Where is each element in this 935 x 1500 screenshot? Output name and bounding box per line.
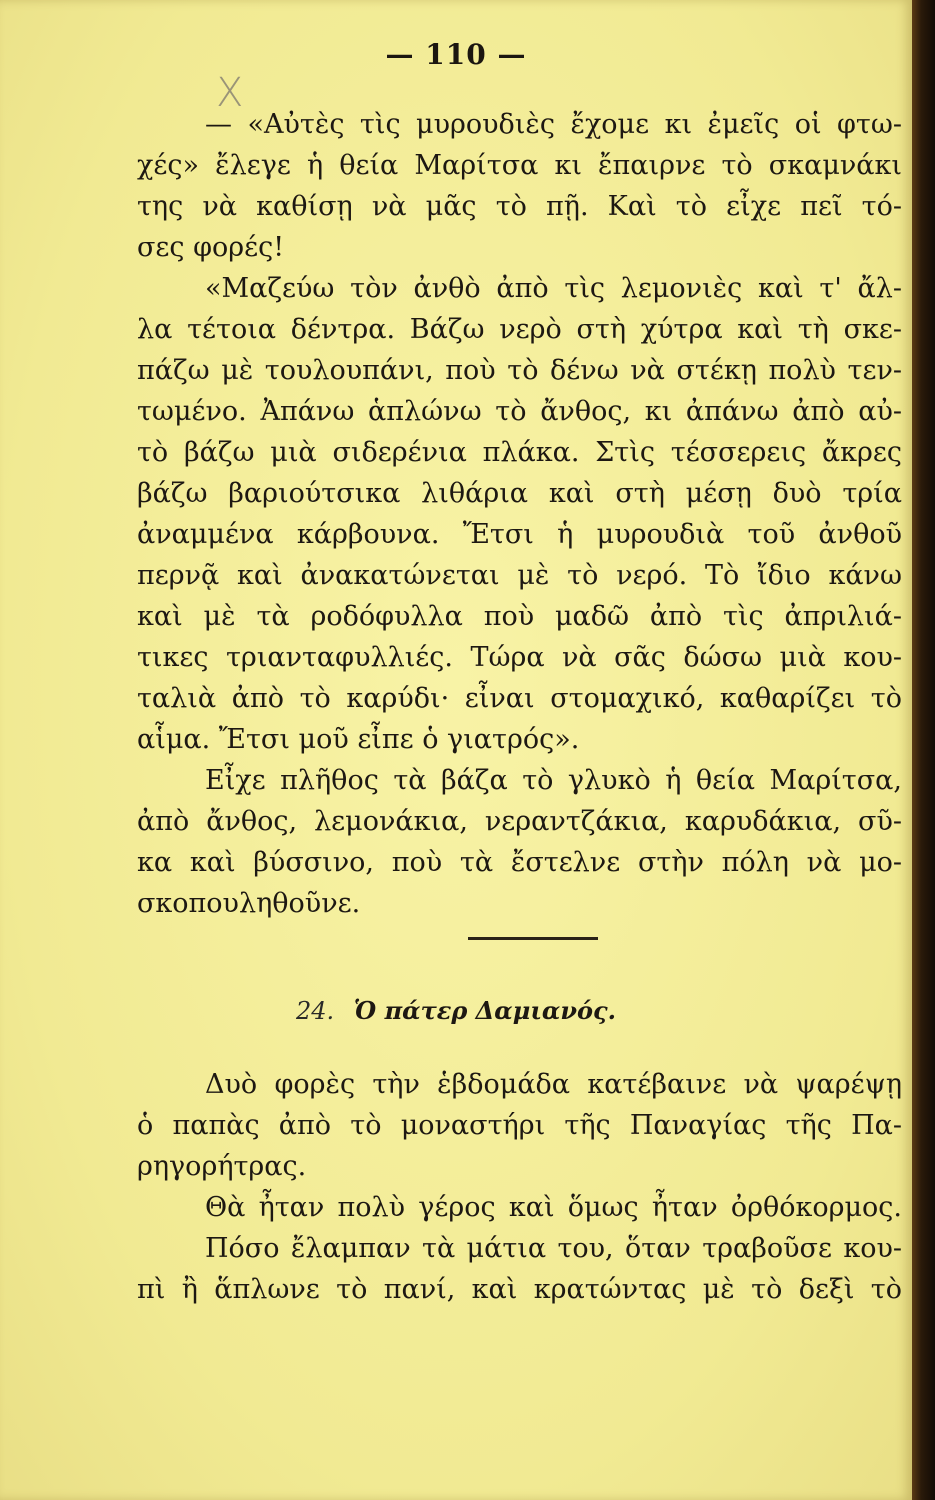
section-title: Ὁ πάτερ Δαμιανός. [353, 996, 617, 1025]
page-number: — 110 — [385, 38, 527, 71]
pencil-mark: X [216, 70, 244, 116]
text-line: «Μαζεύω τὸν ἀνθὸ ἀπὸ τὶς λεμονιὲς καὶ τ' ἄλ- [205, 273, 902, 304]
text-line: σες φορές! [137, 232, 285, 263]
text-line: χές» ἔλεγε ἡ θεία Μαρίτσα κι ἔπαιρνε τὸ σκαμνάκι [137, 150, 902, 181]
text-line: τὸ βάζω μιὰ σιδερένια πλάκα. Στὶς τέσσερεις ἄκρες [137, 437, 902, 468]
text-line: ἀπὸ ἄνθος, λεμονάκια, νεραντζάκια, καρυδάκια, σῦ- [137, 806, 902, 837]
text-line: καὶ μὲ τὰ ροδόφυλλα ποὺ μαδῶ ἀπὸ τὶς ἀπριλιά- [137, 601, 902, 632]
main-text-bottom [137, 1064, 902, 1310]
text-line: βάζω βαριούτσικα λιθάρια καὶ στὴ μέσῃ δυὸ τρία [137, 478, 902, 509]
text-line: της νὰ καθίσῃ νὰ μᾶς τὸ πῇ. Καὶ τὸ εἶχε πεῖ τό- [137, 191, 902, 222]
text-line: Εἶχε πλῆθος τὰ βάζα τὸ γλυκὸ ἡ θεία Μαρίτσα, [205, 765, 902, 796]
text-line: ὁ παπὰς ἀπὸ τὸ μοναστήρι τῆς Παναγίας τῆς Πα- [137, 1110, 902, 1141]
book-spine-edge [912, 0, 935, 1500]
text-line: αἷμα. Ἔτσι μοῦ εἶπε ὁ γιατρός». [137, 724, 580, 755]
text-line: λα τέτοια δέντρα. Βάζω νερὸ στὴ χύτρα καὶ τὴ σκε- [137, 314, 902, 345]
text-line: ταλιὰ ἀπὸ τὸ καρύδι· εἶναι στομαχικό, καθαρίζει τὸ [137, 683, 902, 714]
section-number: 24. [295, 997, 335, 1025]
text-line: τωμένο. Ἀπάνω ἁπλώνω τὸ ἄνθος, κι ἀπάνω ἀπὸ αὐ- [137, 396, 902, 427]
main-text-top [137, 104, 902, 924]
text-line: — «Αὐτὲς τὶς μυρουδιὲς ἔχομε κι ἐμεῖς οἱ φτω- [205, 109, 902, 140]
text-line: περνᾷ καὶ ἀνακατώνεται μὲ τὸ νερό. Τὸ ἴδιο κάνω [137, 560, 902, 591]
text-line: Θὰ ἦταν πολὺ γέρος καὶ ὅμως ἦταν ὀρθόκορμος. [205, 1192, 902, 1223]
text-line: κα καὶ βύσσινο, ποὺ τὰ ἔστελνε στὴν πόλη νὰ μο- [137, 847, 902, 878]
text-line: ρηγορήτρας. [137, 1151, 307, 1182]
section-heading [0, 996, 912, 1025]
text-line: τικες τριανταφυλλιές. Τώρα νὰ σᾶς δώσω μιὰ κου- [137, 642, 902, 673]
text-line: Δυὸ φορὲς τὴν ἑβδομάδα κατέβαινε νὰ ψαρέψῃ [205, 1069, 902, 1100]
text-line: πὶ ἢ ἅπλωνε τὸ πανί, καὶ κρατώντας μὲ τὸ δεξὶ τὸ [137, 1274, 902, 1305]
text-line: Πόσο ἔλαμπαν τὰ μάτια του, ὅταν τραβοῦσε κου- [205, 1233, 902, 1264]
text-line: πάζω μὲ τουλουπάνι, ποὺ τὸ δένω νὰ στέκῃ πολὺ τεν- [137, 355, 902, 386]
section-divider [468, 937, 598, 940]
text-line: σκοπουληθοῦνε. [137, 888, 361, 919]
text-line: ἀναμμένα κάρβουνα. Ἔτσι ἡ μυρουδιὰ τοῦ ἀνθοῦ [137, 519, 902, 550]
